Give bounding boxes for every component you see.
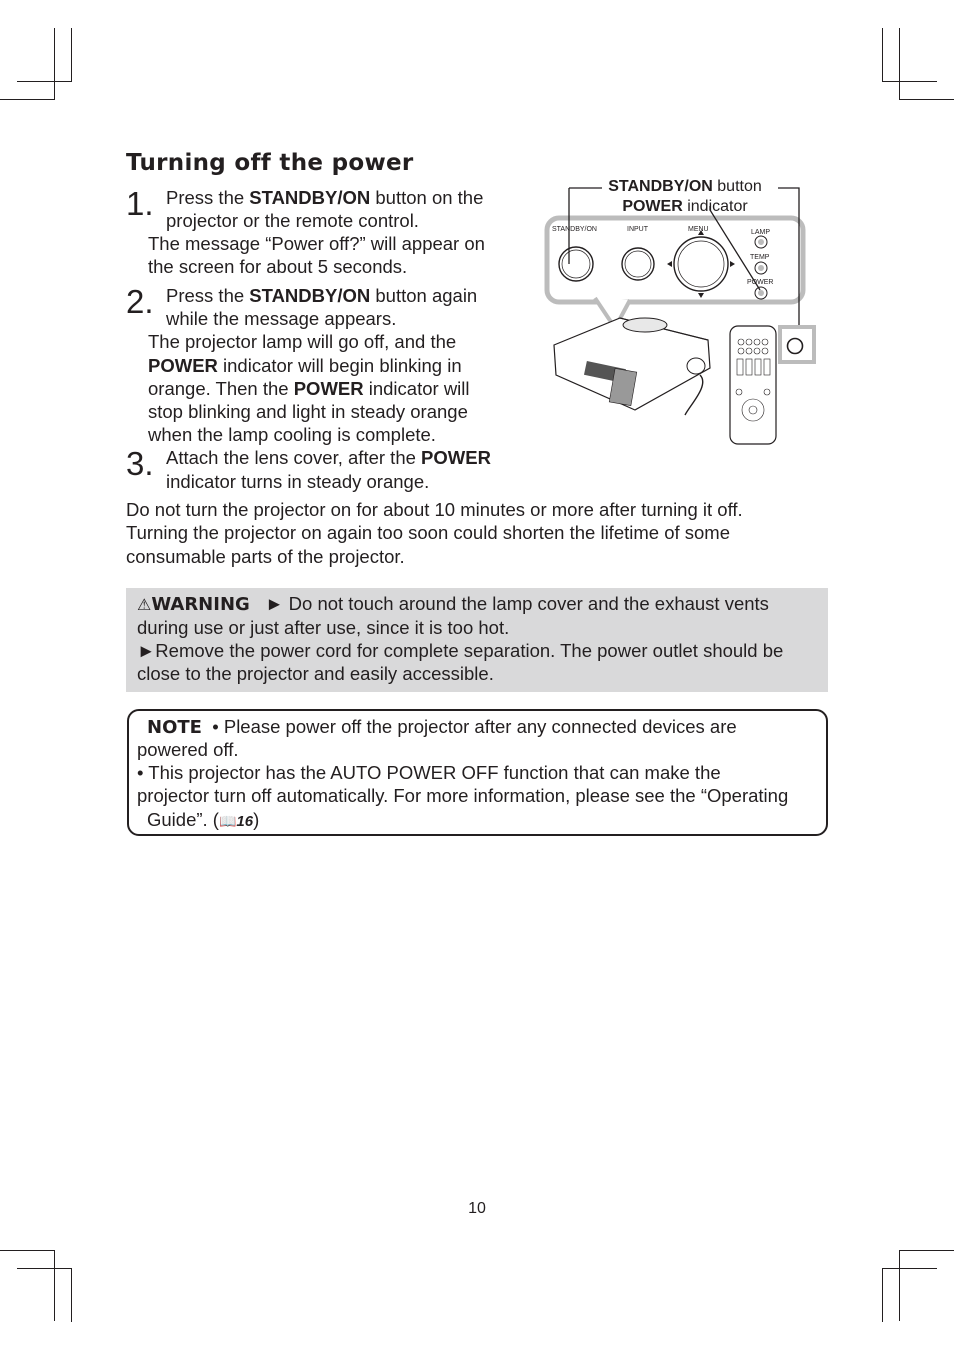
step-text: orange. Then the POWER indicator will [148,378,470,399]
note-line: powered off. [137,739,239,760]
book-icon: 📖 [218,813,237,829]
note-box [127,709,828,836]
page-title: Turning off the power [126,150,414,176]
callout-standby: STANDBY/ON button [608,178,762,195]
step-text: The projector lamp will go off, and the [148,331,457,352]
step-text: The message “Power off?” will appear on [148,233,485,254]
note-line: Guide”. (📖16) [147,809,260,830]
warning-line: ⚠WARNING ► Do not touch around the lamp cover and the exhaust vents [137,593,769,615]
panel-label-input: INPUT [627,226,648,233]
note-line: NOTE • Please power off the projector after any connected devices are [147,716,737,738]
panel-label-temp: TEMP [750,254,770,261]
step-number: 3. [126,445,154,482]
paragraph-line: Do not turn the projector on for about 10 minutes or more after turning it off. [126,499,743,520]
page-number: 10 [468,1200,486,1217]
step-text: POWER indicator will begin blinking in [148,355,462,376]
paragraph-line: Turning the projector on again too soon could shorten the lifetime of some [126,522,731,543]
warning-label: WARNING [151,594,250,615]
note-line: projector turn off automatically. For more information, please see the “Operating [137,785,789,806]
projector-illustration [540,170,830,450]
panel-label-lamp: LAMP [751,229,771,236]
warning-box [126,588,828,692]
paragraph-line: consumable parts of the projector. [126,546,405,567]
step-text: Press the STANDBY/ON button again [166,285,478,306]
panel-label-menu: MENU [688,226,709,233]
warning-line: during use or just after use, since it is too hot. [137,617,510,638]
step-text: projector or the remote control. [166,210,419,231]
step-number: 1. [126,185,154,222]
warning-line: close to the projector and easily accessible. [137,663,494,684]
warning-line: ►Remove the power cord for complete separation. The power outlet should be [137,640,784,661]
step-text: stop blinking and light in steady orange [148,401,468,422]
step-text: indicator turns in steady orange. [166,471,430,492]
step-text: the screen for about 5 seconds. [148,256,408,277]
page-reference[interactable]: 16 [236,813,254,830]
panel-label-power: POWER [747,279,774,286]
note-line: • This projector has the AUTO POWER OFF function that can make the [137,762,721,783]
note-label: NOTE [147,717,202,738]
callout-power: POWER indicator [622,198,748,215]
step-text: Attach the lens cover, after the POWER [166,447,491,468]
step-text: when the lamp cooling is complete. [148,424,436,445]
step-text: Press the STANDBY/ON button on the [166,187,484,208]
step-text: while the message appears. [166,308,397,329]
step-number: 2. [126,283,154,320]
warning-icon: ⚠ [137,597,152,614]
panel-label-standby: STANDBY/ON [552,226,597,233]
